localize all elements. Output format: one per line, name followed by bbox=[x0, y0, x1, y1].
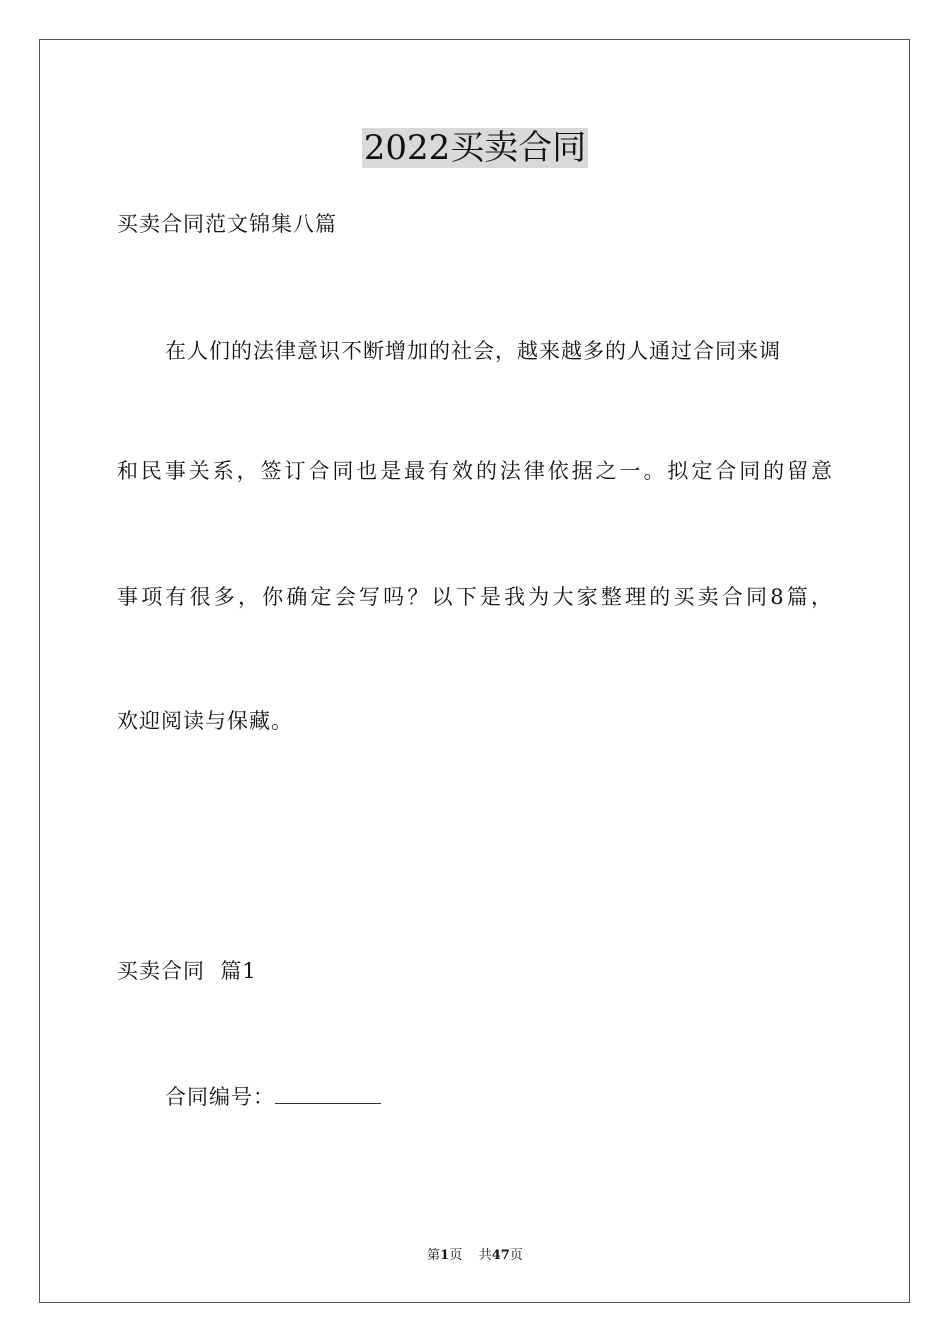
footer-page-prefix: 第 bbox=[427, 1248, 441, 1263]
document-title-text: 2022买卖合同 bbox=[363, 128, 587, 168]
document-title bbox=[0, 126, 950, 170]
footer-total-suffix: 页 bbox=[509, 1248, 523, 1263]
footer-page-suffix: 页 bbox=[449, 1248, 463, 1263]
page-footer bbox=[0, 1246, 950, 1266]
footer-page-number: 1 bbox=[440, 1248, 450, 1263]
intro-line-4: 欢迎阅读与保藏。 bbox=[117, 709, 293, 733]
contract-number-label: 合同编号： bbox=[165, 1085, 275, 1109]
document-subtitle: 买卖合同范文锦集八篇 bbox=[117, 212, 337, 236]
footer-total-pages: 47 bbox=[491, 1248, 510, 1263]
intro-line-3: 事项有很多，你确定会写吗？以下是我为大家整理的买卖合同8篇， bbox=[117, 585, 833, 609]
section-heading: 买卖合同 篇1 bbox=[117, 959, 257, 983]
contract-number-blank bbox=[275, 1081, 381, 1104]
footer-total-prefix: 共 bbox=[478, 1248, 492, 1263]
intro-line-1: 在人们的法律意识不断增加的社会，越来越多的人通过合同来调 bbox=[165, 339, 781, 363]
contract-number-row bbox=[165, 1081, 381, 1112]
intro-line-2: 和民事关系，签订合同也是最有效的法律依据之一。拟定合同的留意 bbox=[117, 459, 833, 483]
